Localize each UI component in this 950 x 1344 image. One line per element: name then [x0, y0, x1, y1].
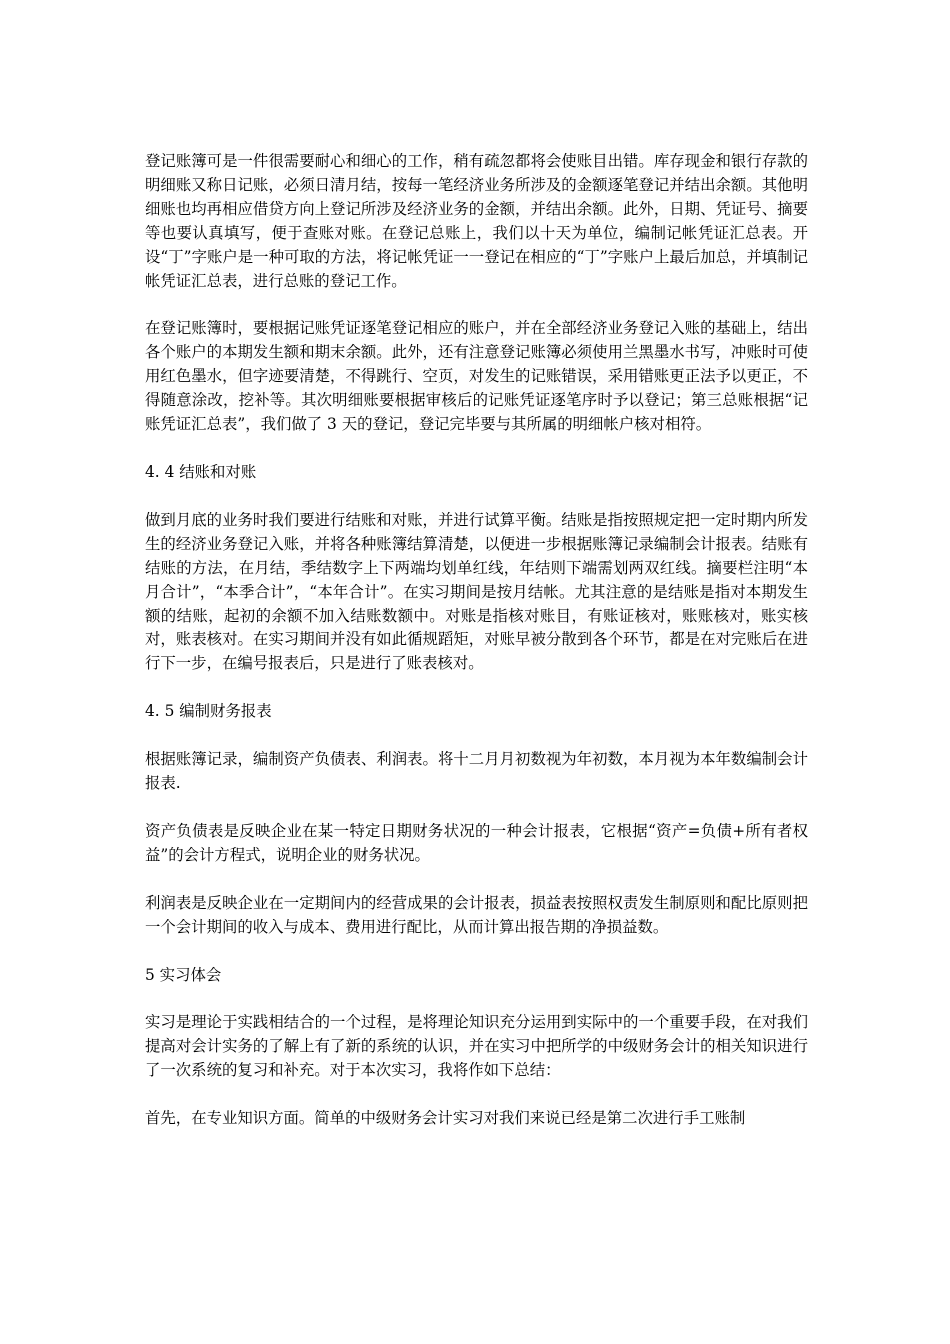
paragraph-balance-sheet: 资产负债表是反映企业在某一特定日期财务状况的一种会计报表，它根据“资产=负债+所有者权益”的会计方程式，说明企业的财务状况。 [145, 821, 808, 864]
paragraph-gap [145, 868, 808, 892]
section-heading-reports: 4. 5 编制财务报表 [145, 702, 272, 721]
document-page [145, 150, 808, 1131]
paragraph-gap [145, 796, 808, 820]
paragraph-gap [145, 437, 808, 461]
section-heading-closing: 4. 4 结账和对账 [145, 462, 257, 481]
paragraph-income-statement: 利润表是反映企业在一定期间内的经营成果的会计报表，损益表按照权责发生制原则和配比原则把一个会计期间的收入与成本、费用进行配比，从而计算出报告期的净损益数。 [145, 893, 808, 936]
paragraph-experience-summary: 实习是理论于实践相结合的一个过程，是将理论知识充分运用到实际中的一个重要手段，在对我们提高对会计实务的了解上有了新的系统的认识，并在实习中把所学的中级财务会计的相关知识进行了一次系统的复习和补充。对于本次实习，我将作如下总结： [145, 1013, 808, 1080]
paragraph-first-point: 首先，在专业知识方面。简单的中级财务会计实习对我们来说已经是第二次进行手工账制 [145, 1109, 746, 1128]
paragraph-prepare-reports: 根据账簿记录，编制资产负债表、利润表。将十二月月初数视为年初数，本月视为本年数编制会计报表. [145, 750, 808, 793]
paragraph-gap [145, 724, 808, 748]
paragraph-closing-reconciliation: 做到月底的业务时我们要进行结账和对账，并进行试算平衡。结账是指按照规定把一定时期内所发生的经济业务登记入账，并将各种账簿结算清楚，以便进一步根据账簿记录编制会计报表。结账有结账的方法，在月结，季结数字上下两端均划单红线，年结则下端需划两双红线。摘要栏注明“本月合计”，“本季合计”，“本年合计”。在实习期间是按月结帐。尤其注意的是结账是指对本期发生额的结账，起初的余额不加入结账数额中。对账是指核对账目，有账证核对，账账核对，账实核对，账表核对。在实习期间并没有如此循规蹈矩，对账早被分散到各个环节，都是在对完账后在进行下一步，在编号报表后，只是进行了账表核对。 [145, 510, 808, 673]
paragraph-ledger-registration: 登记账簿可是一件很需要耐心和细心的工作，稍有疏忽都将会使账目出错。库存现金和银行存款的明细账又称日记账，必须日清月结，按每一笔经济业务所涉及的金额逐笔登记并结出余额。其他明细账也均再相应借贷方向上登记所涉及经济业务的金额，并结出余额。此外，日期、凭证号、摘要等也要认真填写，便于查账对账。在登记总账上，我们以十天为单位，编制记帐凭证汇总表。开设“丁”字账户是一种可取的方法，将记帐凭证一一登记在相应的“丁”字账户上最后加总，并填制记帐凭证汇总表，进行总账的登记工作。 [145, 152, 808, 290]
paragraph-gap [145, 485, 808, 509]
paragraph-gap [145, 293, 808, 317]
paragraph-gap [145, 676, 808, 700]
section-heading-experience: 5 实习体会 [145, 965, 222, 984]
paragraph-ledger-rules: 在登记账簿时，要根据记账凭证逐笔登记相应的账户，并在全部经济业务登记入账的基础上，结出各个账户的本期发生额和期末余额。此外，还有注意登记账簿必须使用兰黑墨水书写，冲账时可使用红色墨水，但字迹要清楚，不得跳行、空页，对发生的记账错误，采用错账更正法予以更正，不得随意涂改，挖补等。其次明细账要根据审核后的记账凭证逐笔序时予以登记；第三总账根据“记账凭证汇总表”，我们做了 3 天的登记，登记完毕要与其所属的明细帐户核对相符。 [145, 319, 808, 434]
paragraph-gap [145, 1083, 808, 1107]
paragraph-gap [145, 987, 808, 1011]
paragraph-gap [145, 940, 808, 964]
